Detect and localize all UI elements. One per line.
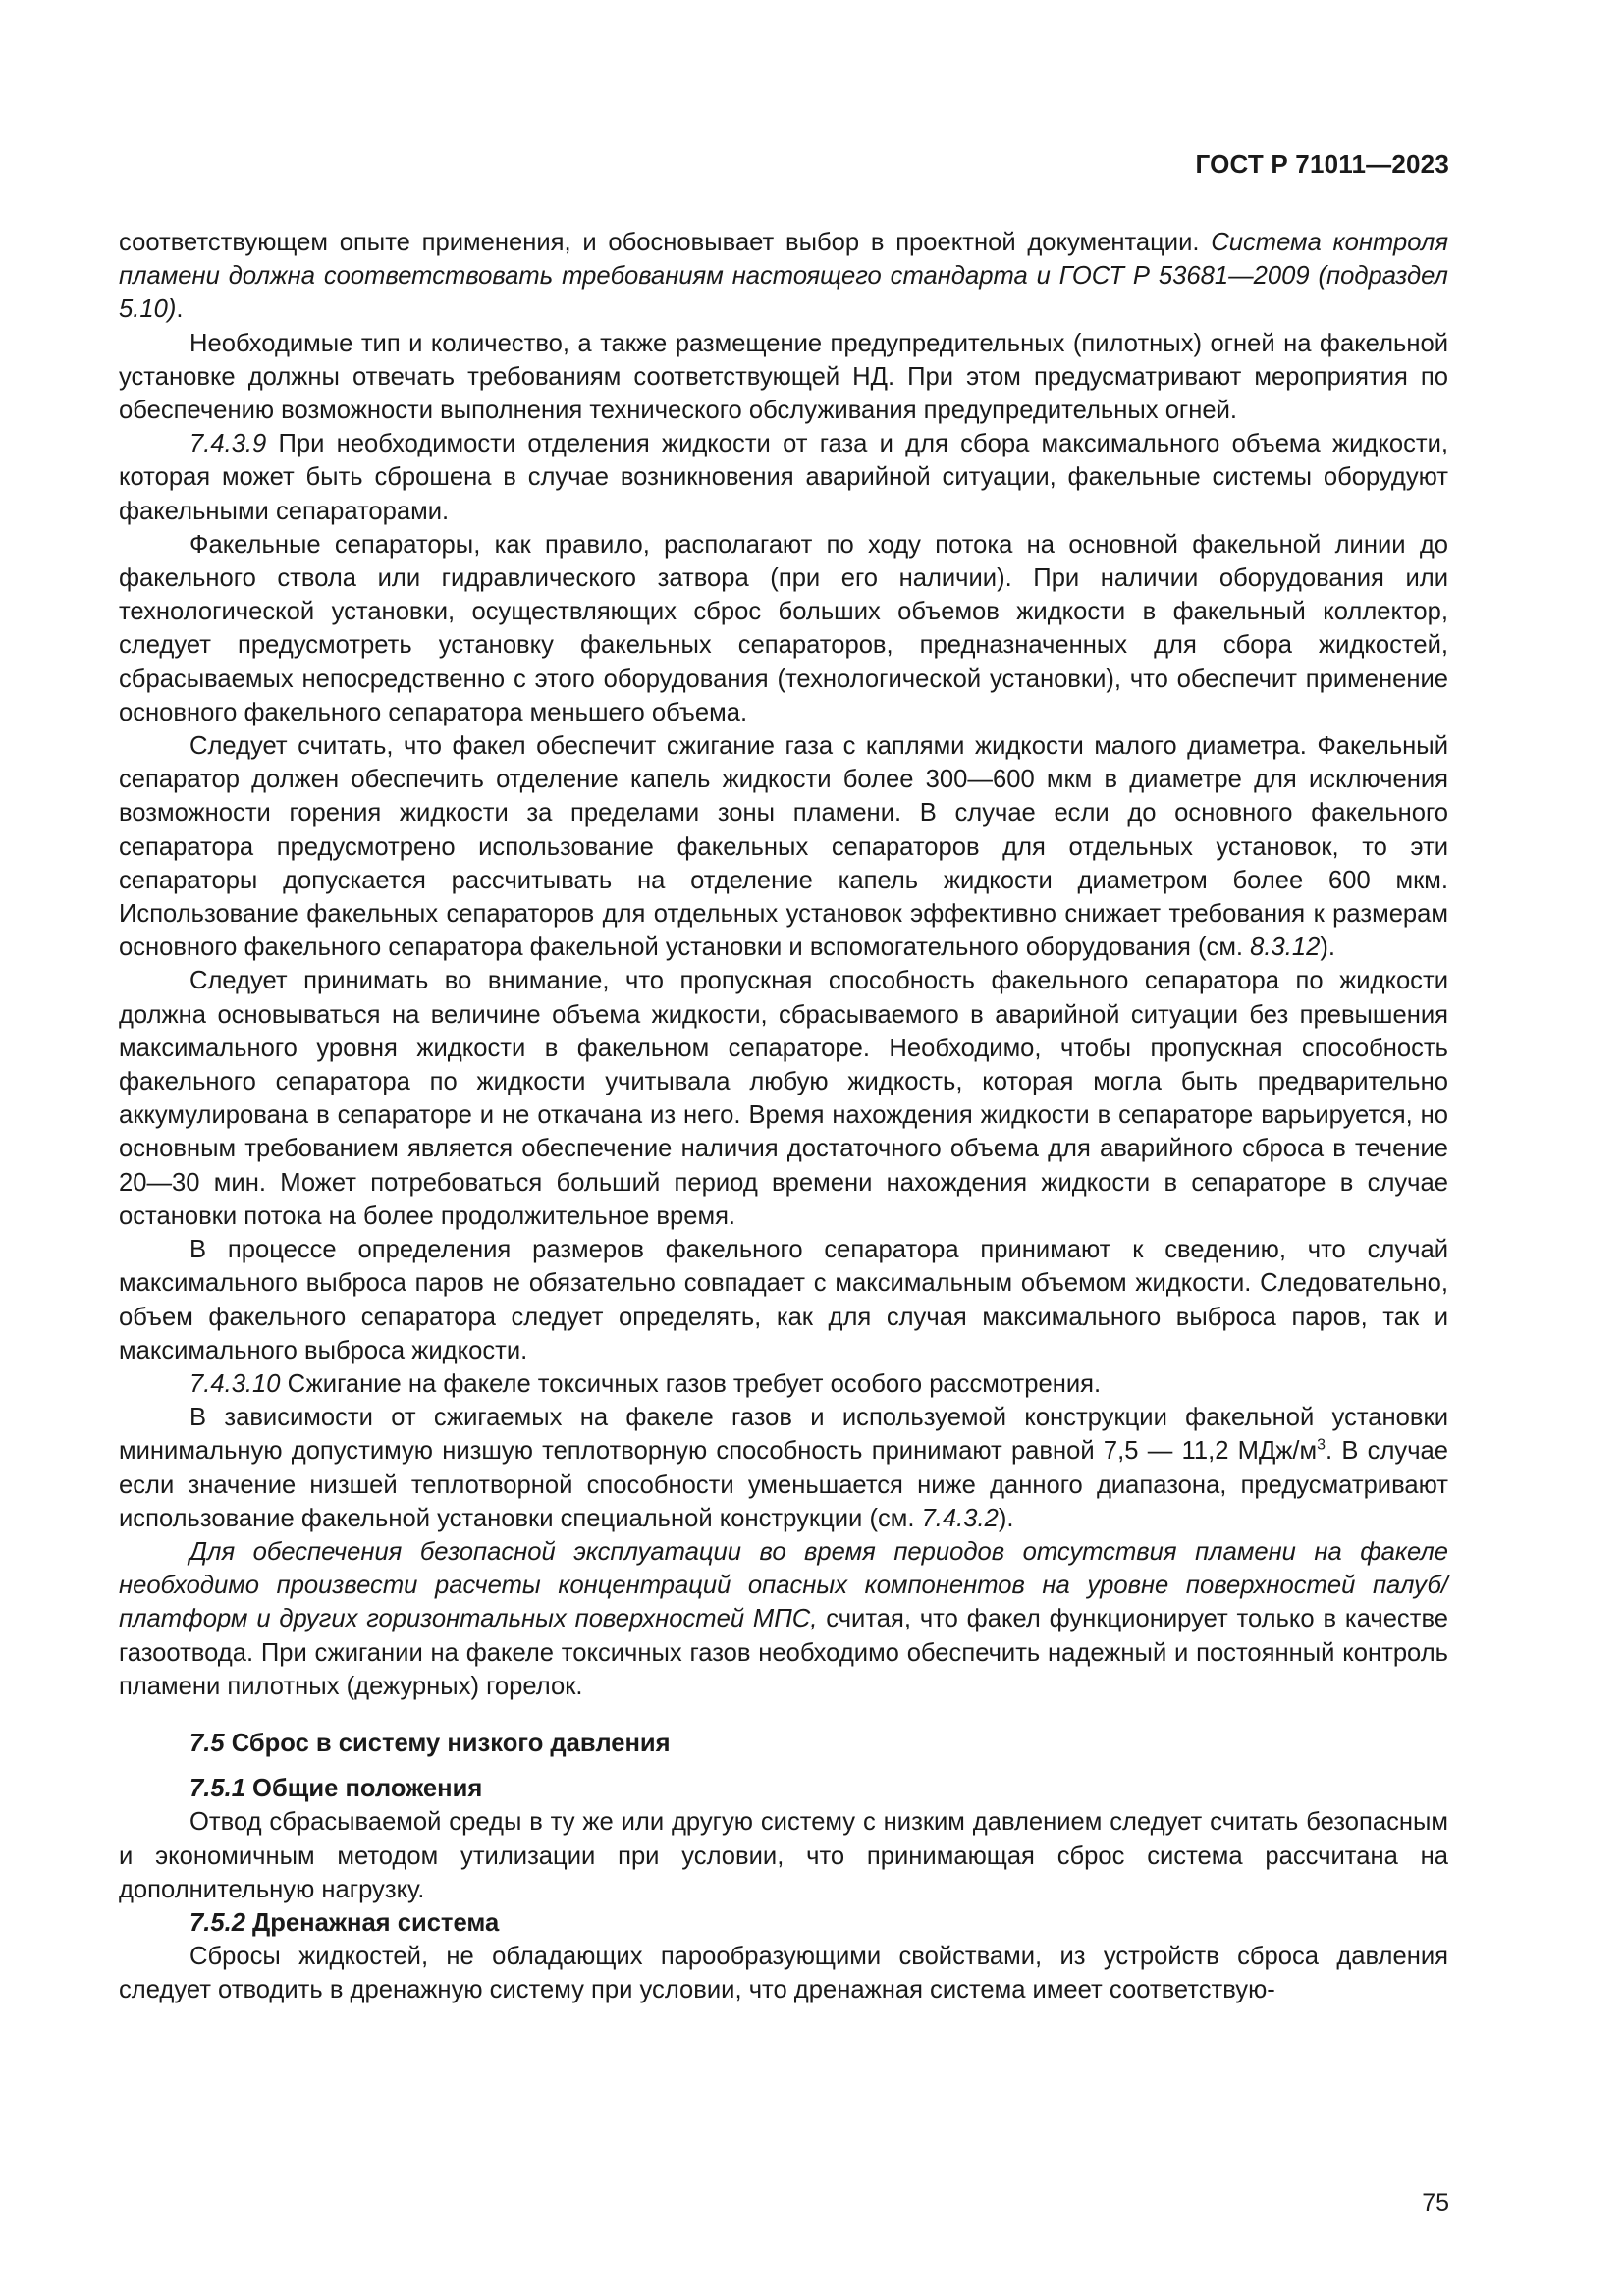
paragraph-safe-operation: [119, 1535, 1448, 1703]
section-number: 7.5: [189, 1729, 225, 1757]
section-title: Общие положения: [244, 1775, 483, 1803]
paragraph-low-pressure-discharge: Отвод сбрасываемой среды в ту же или другую систему с низким давлением следует считать безопасным и экономичным методом утилизации при условии, что принимающая сброс система рассчитана на дополнительную нагрузку.: [119, 1808, 1448, 1903]
section-heading-7-5: [119, 1727, 1448, 1760]
paragraph-separator-sizing: В процессе определения размеров факельного сепаратора принимают к сведению, что случай максимального выброса паров не обязательно совпадает с максимальным объемом жидкости. Следовательно, объем факельного сепаратора следует определять, как для случая максимального выброса паров, так и максимального выброса жидкости.: [119, 1236, 1448, 1364]
paragraph-droplet-size: [119, 729, 1448, 964]
section-title: Сброс в систему низкого давления: [224, 1729, 671, 1757]
clause-7-4-3-10: [119, 1367, 1448, 1401]
cross-reference: 7.4.3.2: [921, 1504, 999, 1532]
clause-7-4-3-9: [119, 427, 1448, 528]
paragraph-text: Следует считать, что факел обеспечит сжигание газа с каплями жидкости малого диаметра. Факельный сепаратор должен обеспечить отделение капель жидкости более 300—600 мкм в диаметре для исключения возможности горения жидкости за пределами зоны пламени. В случае если до основного факельного сепаратора предусмотрено использование факельных сепараторов для отдельных установок, то эти сепараторы допускается рассчитывать на отделение капель жидкости диаметром более 600 мкм. Использование факельных сепараторов для отдельных установок эффективно снижает требования к размерам основного факельного сепаратора факельной установки и вспомогательного оборудования (см.: [119, 732, 1448, 962]
paragraph-pilot-lights: Необходимые тип и количество, а также размещение предупредительных (пилотных) огней на факельной установке должны отвечать требованиям соответствующей НД. При этом предусматривают мероприятия по обеспечению возможности выполнения технического обслуживания предупредительных огней.: [119, 329, 1448, 425]
paragraph-text: . В случае если значение низшей теплотворной способности уменьшается ниже данного диапазона, предусматривают использование факельной установки специальной конструкции (см.: [119, 1437, 1449, 1532]
paragraph-text: В зависимости от сжигаемых на факеле газов и используемой конструкции факельной установки минимальную допустимую низшую теплотворную способность принимают равной 7,5 — 11,2 МДж/м: [119, 1404, 1448, 1466]
paragraph-text: ).: [998, 1504, 1014, 1532]
paragraph-liquid-capacity: Следует принимать во внимание, что пропускная способность факельного сепаратора по жидкости должна основываться на величине объема жидкости, сбрасываемого в аварийной ситуации без превышения максимального уровня жидкости в факельном сепараторе. Необходимо, чтобы пропускная способность факельного сепаратора по жидкости учитывала любую жидкость, которая могла быть предварительно аккумулирована в сепараторе и не откачана из него. Время нахождения жидкости в сепараторе варьируется, но основным требованием является обеспечение наличия достаточного объема для аварийного сброса в течение 20—30 мин. Может потребоваться больший период времени нахождения жидкости в сепараторе в случае остановки потока на более продолжительное время.: [119, 967, 1448, 1230]
document-header: ГОСТ Р 71011—2023: [1195, 149, 1449, 179]
cross-reference: 8.3.12: [1250, 934, 1321, 962]
superscript: 3: [1317, 1436, 1326, 1454]
clause-number: 7.4.3.10: [189, 1369, 281, 1398]
paragraph-text: считая, что факел функционирует только в качестве газоотвода. При сжигании на факеле токсичных газов необходимо обеспечить надежный и постоянный контроль пламени пилотных (дежурных) горелок.: [119, 1605, 1448, 1700]
paragraph-separators-location: Факельные сепараторы, как правило, располагают по ходу потока на основной факельной линии до факельного ствола или гидравлического затвора (при его наличии). При наличии оборудования или технологической установки, осуществляющих сброс больших объемов жидкости в факельный коллектор, следует предусмотреть установку факельных сепараторов, предназначенных для сбора жидкостей, сбрасываемых непосредственно с этого оборудования (технологической установки), что обеспечит применение основного факельного сепаратора меньшего объема.: [119, 530, 1448, 726]
paragraph-text: .: [176, 295, 184, 324]
italic-requirement-text: Система контроля пламени должна соответствовать требованиям настоящего стандарта и ГОСТ Р 53681—2009 (подраздел 5.10): [119, 229, 1448, 324]
section-title: Дренажная система: [244, 1908, 500, 1937]
section-number: 7.5.1: [189, 1775, 245, 1803]
paragraph-text: ).: [1320, 934, 1335, 962]
italic-requirement-text: Для обеспечения безопасной эксплуатации во время периодов отсутствия пламени на факеле необходимо произвести расчеты концентраций опасных компонентов на уровне поверхностей палуб/платформ и других горизонтальных поверхностей МПС,: [119, 1537, 1448, 1633]
paragraph-heating-value: [119, 1401, 1448, 1535]
paragraph-text: соответствующем опыте применения, и обосновывает выбор в проектной документации.: [119, 229, 1212, 256]
section-heading-7-5-2: [119, 1906, 1448, 1940]
section-number: 7.5.2: [189, 1908, 245, 1937]
section-heading-7-5-1: [119, 1772, 1448, 1805]
paragraph-continuation: [119, 226, 1448, 327]
page-number: 75: [1422, 2189, 1449, 2216]
clause-text: Сжигание на факеле токсичных газов требует особого рассмотрения.: [280, 1369, 1102, 1398]
paragraph-drainage-system: Сбросы жидкостей, не обладающих парообразующими свойствами, из устройств сброса давления следует отводить в дренажную систему при условии, что дренажная система имеет соответствую-: [119, 1943, 1448, 2004]
clause-text: При необходимости отделения жидкости от газа и для сбора максимального объема жидкости, которая может быть сброшена в случае возникновения аварийной ситуации, факельные системы оборудуют факельными сепараторами.: [119, 430, 1448, 525]
clause-number: 7.4.3.9: [189, 430, 267, 458]
body-text: [119, 226, 1448, 2007]
